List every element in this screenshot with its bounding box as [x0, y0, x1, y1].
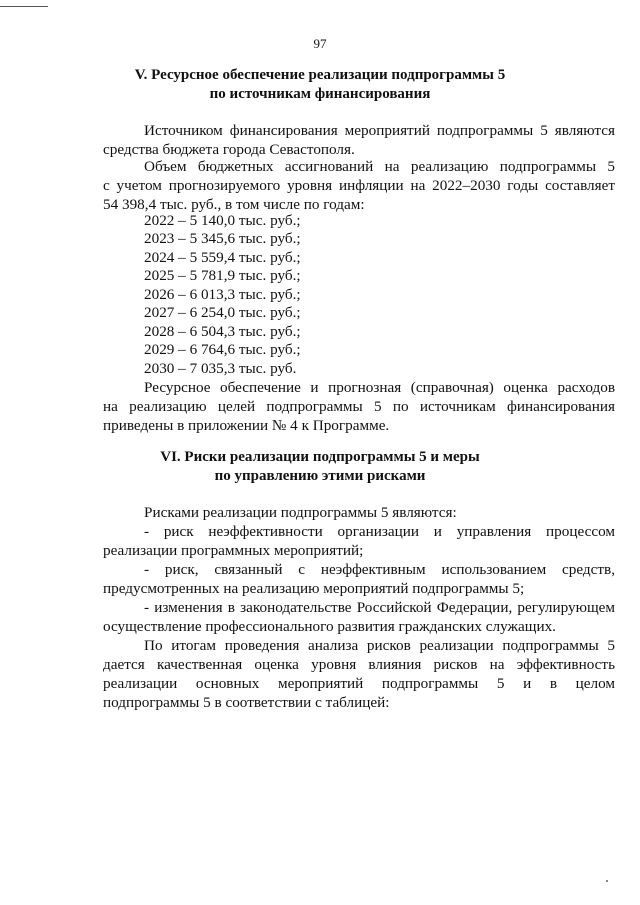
page-number: 97: [313, 36, 327, 51]
section-5-heading: [0, 66, 640, 104]
year-funding-item: 2024 – 5 559,4 тыс. руб.;: [144, 249, 301, 266]
year-funding-item: 2025 – 5 781,9 тыс. руб.;: [144, 267, 301, 284]
section-5-paragraph-2: [103, 157, 615, 214]
paragraph-line: средства бюджета города Севастополя.: [103, 141, 355, 158]
paragraph-line: реализации программных мероприятий;: [103, 542, 364, 559]
section-5-paragraph-1: [103, 121, 615, 159]
scan-speck: [606, 880, 608, 882]
section-6-heading: [0, 448, 640, 486]
section-5-heading-line2: по источникам финансирования: [209, 86, 431, 102]
paragraph-line: Источником финансирования мероприятий подпрограммы 5 являются: [144, 122, 615, 139]
paragraph-line: Рисками реализации подпрограммы 5 являются:: [144, 504, 457, 521]
risk-item-2: [103, 560, 615, 598]
section-6-intro: [103, 503, 615, 522]
scan-corner-mark: [0, 0, 48, 7]
risk-item-1: [103, 522, 615, 560]
year-funding-item: 2030 – 7 035,3 тыс. руб.: [144, 360, 297, 377]
section-5-paragraph-3: [103, 378, 615, 435]
risk-item-3: [103, 598, 615, 636]
section-5-heading-line1: V. Ресурсное обеспечение реализации подпрограммы 5: [134, 67, 506, 83]
paragraph-line: - риск, связанный с неэффективным использованием средств,: [144, 561, 615, 578]
year-funding-item: 2028 – 6 504,3 тыс. руб.;: [144, 323, 301, 340]
year-funding-item: 2022 – 5 140,0 тыс. руб.;: [144, 212, 301, 229]
paragraph-line: реализации основных мероприятий подпрограммы 5 и в целом: [103, 675, 615, 692]
paragraph-line: Ресурсное обеспечение и прогнозная (справочная) оценка расходов: [144, 379, 615, 396]
paragraph-line: Объем бюджетных ассигнований на реализацию подпрограммы 5: [144, 158, 615, 175]
paragraph-line: По итогам проведения анализа рисков реализации подпрограммы 5: [144, 637, 615, 654]
paragraph-line: предусмотренных на реализацию мероприятий подпрограммы 5;: [103, 580, 525, 597]
paragraph-line: осуществление профессионального развития гражданских служащих.: [103, 618, 556, 635]
year-funding-item: 2029 – 6 764,6 тыс. руб.;: [144, 341, 301, 358]
section-6-paragraph: [103, 636, 615, 712]
paragraph-line: 54 398,4 тыс. руб., в том числе по годам:: [103, 196, 365, 213]
paragraph-line: дается качественная оценка уровня влияния рисков на эффективность: [103, 656, 615, 673]
paragraph-line: подпрограммы 5 в соответствии с таблицей:: [103, 694, 390, 711]
paragraph-line: на реализацию целей подпрограммы 5 по источникам финансирования: [103, 398, 615, 415]
paragraph-line: с учетом прогнозируемого уровня инфляции на 2022–2030 годы составляет: [103, 177, 615, 194]
section-6-heading-line1: VI. Риски реализации подпрограммы 5 и меры: [160, 449, 480, 465]
year-funding-item: 2026 – 6 013,3 тыс. руб.;: [144, 286, 301, 303]
paragraph-line: приведены в приложении № 4 к Программе.: [103, 417, 390, 434]
year-funding-item: 2023 – 5 345,6 тыс. руб.;: [144, 230, 301, 247]
year-funding-item: 2027 – 6 254,0 тыс. руб.;: [144, 304, 301, 321]
section-6-heading-line2: по управлению этими рисками: [214, 468, 426, 484]
paragraph-line: - изменения в законодательстве Российской Федерации, регулирующем: [144, 599, 615, 616]
paragraph-line: - риск неэффективности организации и управления процессом: [144, 523, 615, 540]
